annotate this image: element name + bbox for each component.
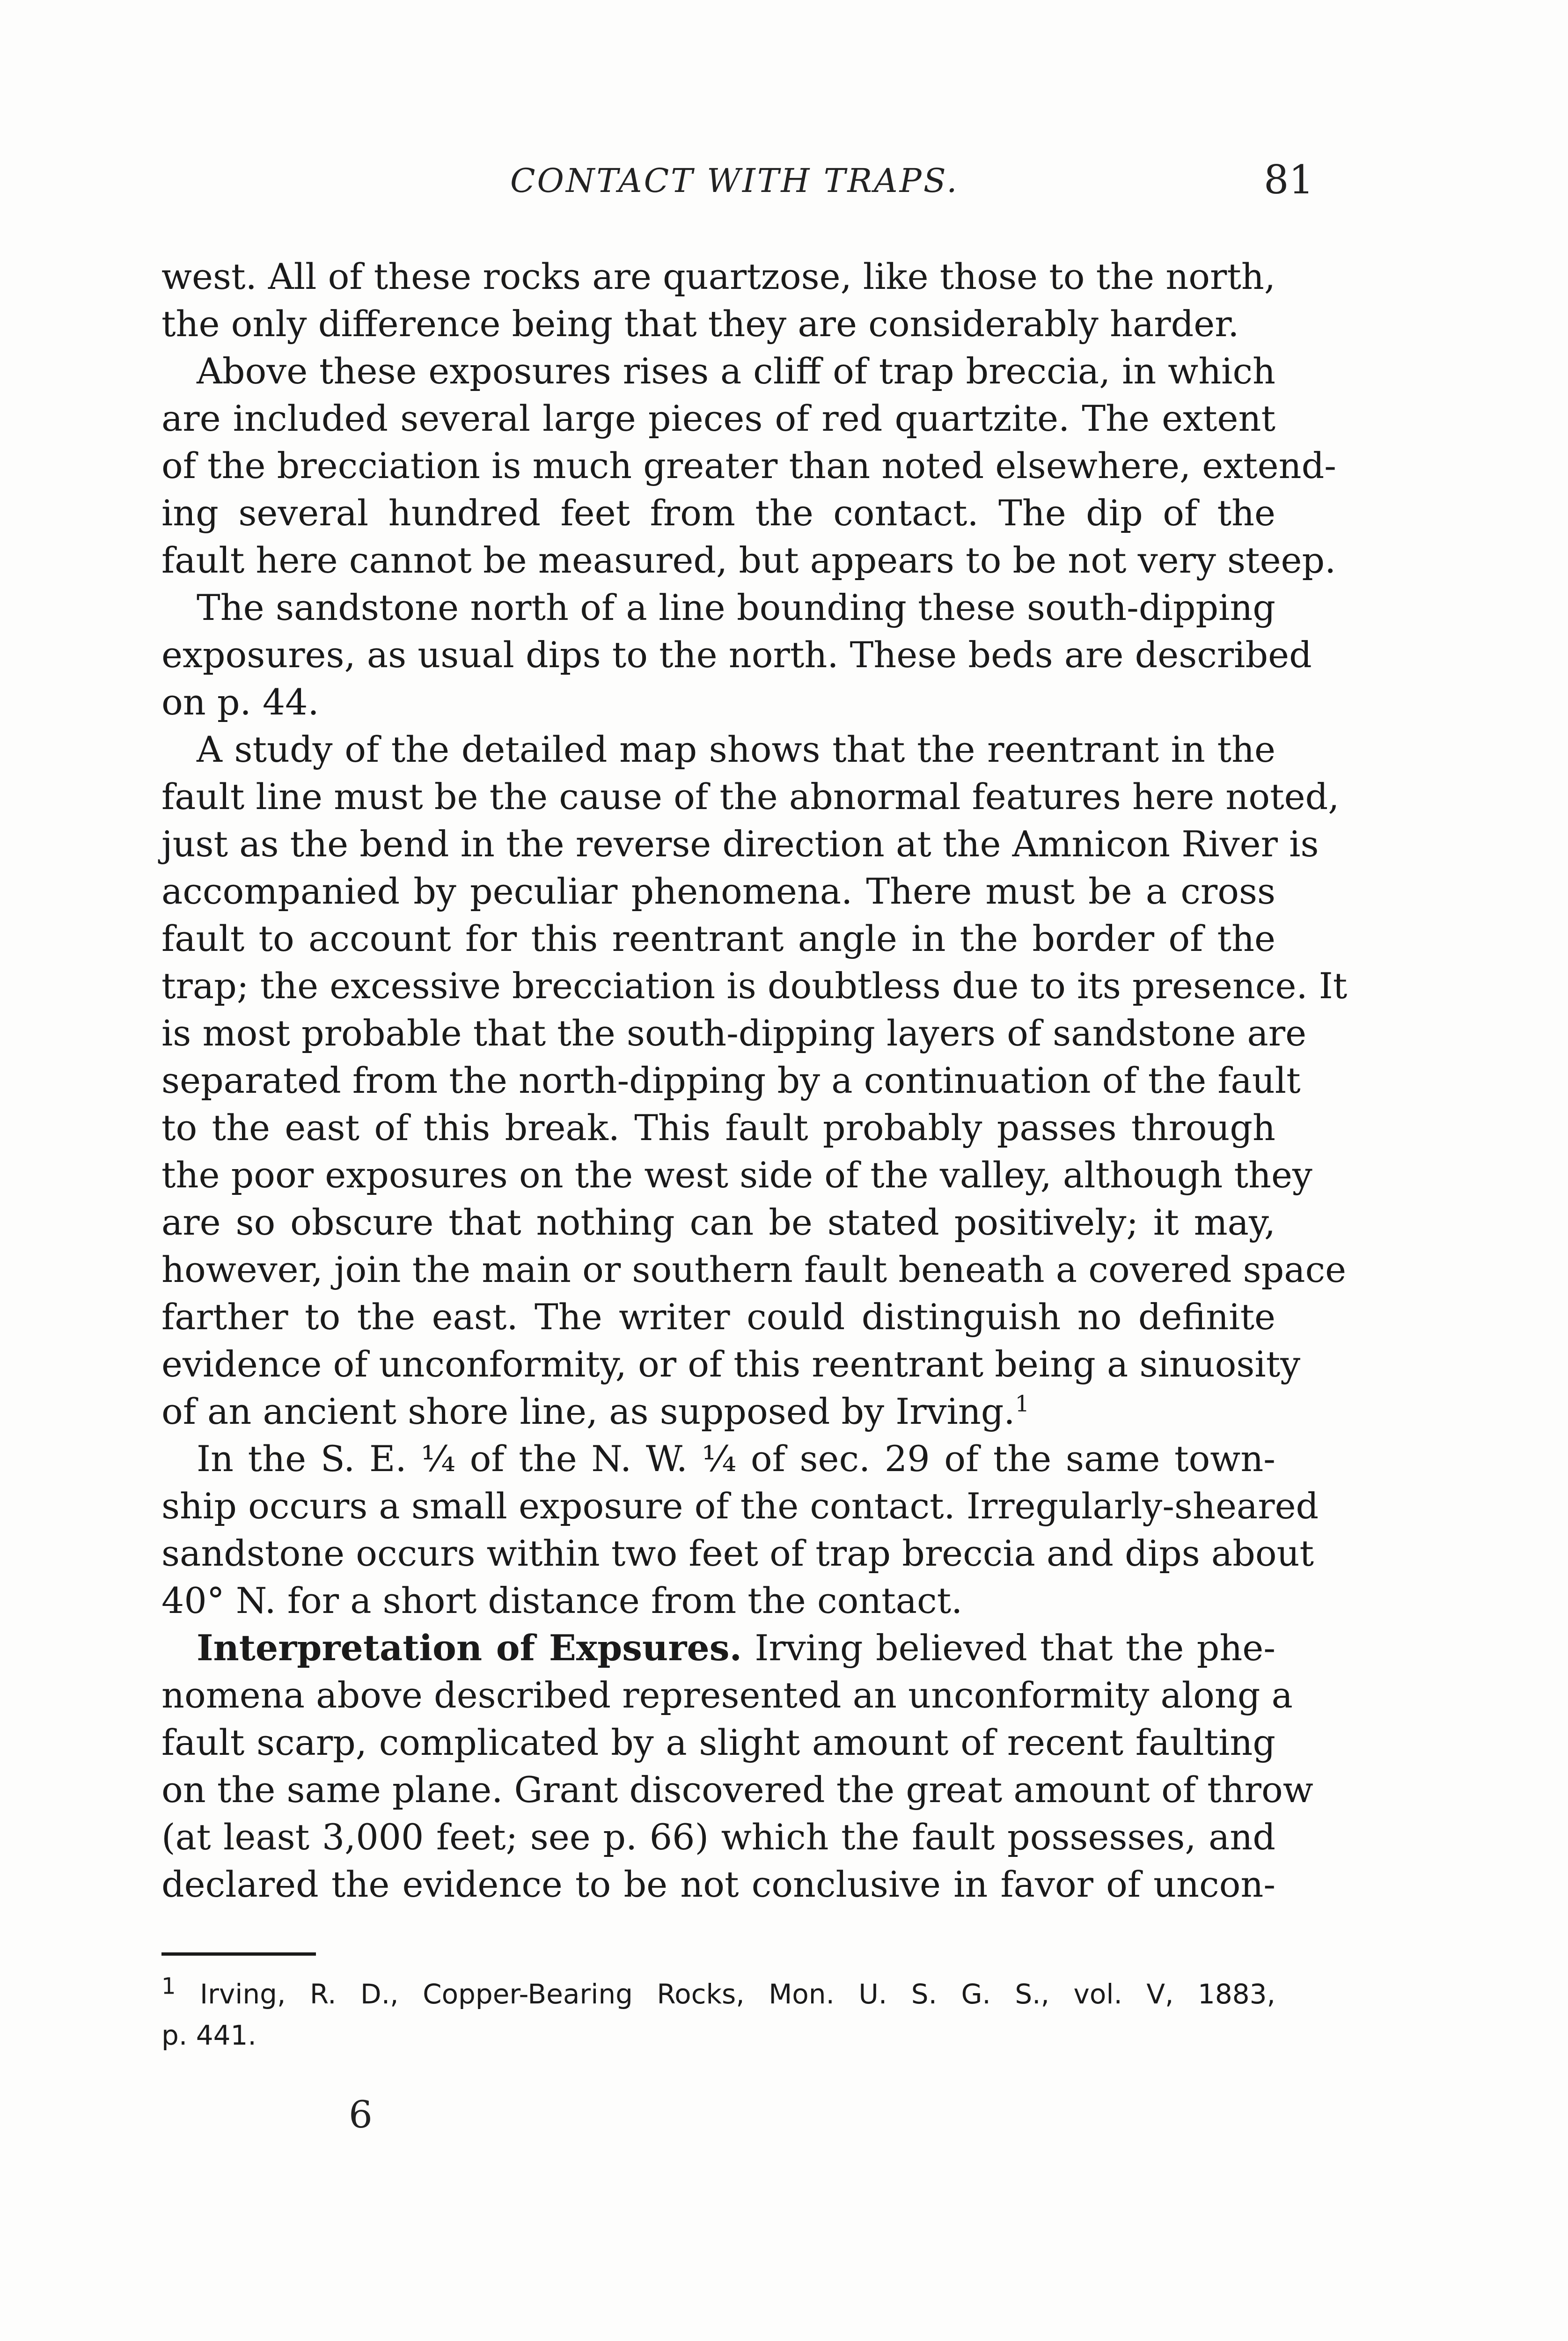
text-line: nomena above described represented an unconformity along a: [161, 1674, 1293, 1716]
footnote-line: [161, 1973, 1275, 2015]
text-line: fault scarp, complicated by a slight amount of recent faulting: [161, 1722, 1275, 1763]
text-line: however, join the main or southern fault beneath a covered space: [161, 1249, 1347, 1290]
text-line: declared the evidence to be not conclusive in favor of uncon-: [161, 1863, 1275, 1905]
text-line: sandstone occurs within two feet of trap breccia and dips about: [161, 1532, 1314, 1574]
text-line: west. All of these rocks are quartzose, like those to the north,: [161, 256, 1275, 297]
text-line: on the same plane. Grant discovered the great amount of throw: [161, 1769, 1313, 1811]
running-title: CONTACT WITH TRAPS.: [510, 162, 959, 200]
text-line: 40° N. for a short distance from the contact.: [161, 1580, 963, 1621]
text-line: ing several hundred feet from the contact. The dip of the: [161, 492, 1275, 534]
text-line: on p. 44.: [161, 681, 319, 723]
footnote-rule: [161, 1952, 316, 1956]
text-line: the poor exposures on the west side of the valley, although they: [161, 1154, 1312, 1196]
text-line-content: of an ancient shore line, as supposed by Irving.: [161, 1391, 1015, 1432]
text-line: are included several large pieces of red quartzite. The extent: [161, 398, 1275, 439]
text-line: In the S. E. ¼ of the N. W. ¼ of sec. 29 of the same town-: [197, 1438, 1275, 1480]
text-line: ship occurs a small exposure of the contact. Irregularly-sheared: [161, 1485, 1319, 1527]
text-line: Above these exposures rises a cliff of trap breccia, in which: [197, 350, 1275, 392]
footnote-line: p. 441.: [161, 2019, 256, 2051]
text-line: farther to the east. The writer could distinguish no definite: [161, 1296, 1275, 1338]
text-line: evidence of unconformity, or of this reentrant being a sinuosity: [161, 1343, 1301, 1385]
footnote-text: Irving, R. D., Copper-Bearing Rocks, Mon. U. S. G. S., vol. V, 1883,: [200, 1978, 1275, 2010]
text-line: is most probable that the south-dipping layers of sandstone are: [161, 1012, 1307, 1054]
text-line: to the east of this break. This fault probably passes through: [161, 1107, 1275, 1148]
text-line: (at least 3,000 feet; see p. 66) which the fault possesses, and: [161, 1816, 1275, 1858]
body-text: [161, 253, 1348, 1908]
text-line: exposures, as usual dips to the north. These beds are described: [161, 634, 1312, 676]
text-line: just as the bend in the reverse direction at the Amnicon River is: [161, 823, 1319, 865]
text-line: fault here cannot be measured, but appears to be not very steep.: [161, 539, 1336, 581]
text-line: of the brecciation is much greater than noted elsewhere, extend-: [161, 445, 1336, 486]
text-line: separated from the north-dipping by a continuation of the fault: [161, 1060, 1301, 1101]
section-subheading: Interpretation of Expsures.: [197, 1627, 742, 1669]
text-line: trap; the excessive brecciation is doubtless due to its presence. It: [161, 965, 1348, 1007]
text-line: [161, 1388, 1275, 1435]
footnote: [161, 1973, 1275, 2056]
text-line: fault line must be the cause of the abnormal features here noted,: [161, 776, 1340, 817]
signature-number: 6: [349, 2093, 373, 2136]
text-line: A study of the detailed map shows that the reentrant in the: [197, 729, 1275, 770]
text-line: are so obscure that nothing can be stated positively; it may,: [161, 1201, 1275, 1243]
text-line: The sandstone north of a line bounding these south-dipping: [197, 587, 1275, 628]
footnote-reference: 1: [1015, 1391, 1030, 1417]
text-line: fault to account for this reentrant angle in the border of the: [161, 918, 1275, 959]
text-line: the only difference being that they are considerably harder.: [161, 303, 1239, 345]
text-line-content: Irving believed that the phe-: [755, 1627, 1275, 1669]
footnote-marker: 1: [161, 1973, 176, 2000]
text-line: [161, 1624, 1275, 1671]
page-number: 81: [1264, 157, 1314, 203]
text-line: accompanied by peculiar phenomena. There must be a cross: [161, 870, 1275, 912]
